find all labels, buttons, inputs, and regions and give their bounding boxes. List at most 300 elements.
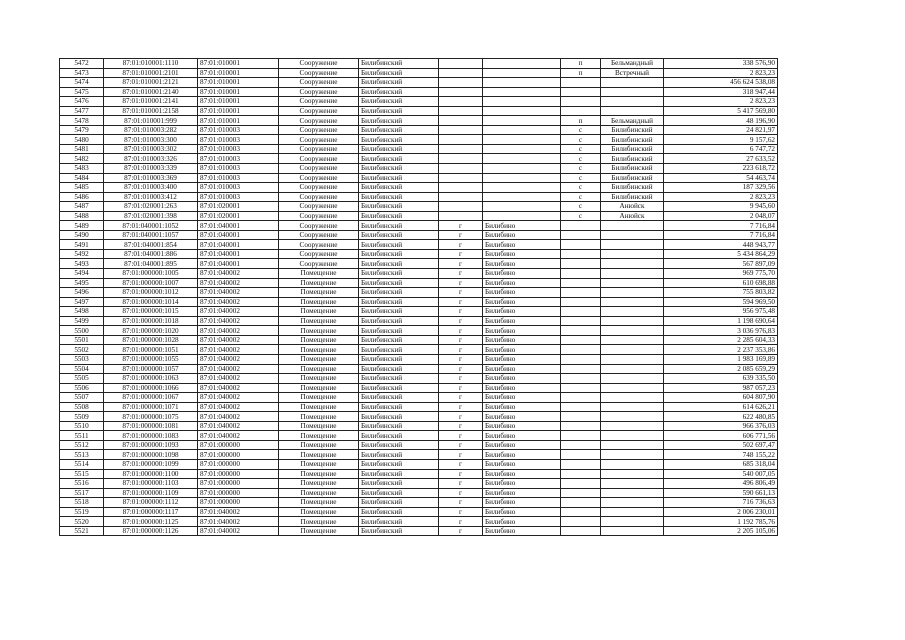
table-row <box>60 307 778 317</box>
cadastral-number-cell: 87:01:000000:1098 <box>104 450 198 460</box>
locality-name-cell: Билибинский <box>601 135 664 145</box>
district-cell: Билибинский <box>359 393 439 403</box>
settlement-name-cell: Билибино <box>483 402 561 412</box>
locality-name-cell: Билибинский <box>601 164 664 174</box>
object-type-cell: Помещение <box>279 412 359 422</box>
settlement-name-cell <box>483 59 561 69</box>
settlement-type-cell <box>439 59 483 69</box>
table-row <box>60 335 778 345</box>
cadastral-number-cell: 87:01:010003:412 <box>104 192 198 202</box>
object-type-cell: Сооружение <box>279 59 359 69</box>
locality-type-cell <box>561 364 601 374</box>
row-number-cell: 5514 <box>60 459 104 469</box>
settlement-name-cell <box>483 164 561 174</box>
district-cell: Билибинский <box>359 316 439 326</box>
locality-name-cell <box>601 450 664 460</box>
table-row <box>60 345 778 355</box>
cadastral-number-cell: 87:01:000000:1051 <box>104 345 198 355</box>
cadastral-value-cell: 2 048,07 <box>664 211 778 221</box>
cadastral-value-cell: 5 417 569,80 <box>664 106 778 116</box>
locality-type-cell <box>561 106 601 116</box>
district-cell: Билибинский <box>359 87 439 97</box>
row-number-cell: 5489 <box>60 221 104 231</box>
locality-name-cell <box>601 488 664 498</box>
cadastral-quarter-cell: 87:01:040002 <box>198 326 279 336</box>
cadastral-value-cell: 448 943,77 <box>664 240 778 250</box>
row-number-cell: 5484 <box>60 173 104 183</box>
table-row <box>60 431 778 441</box>
cadastral-number-cell: 87:01:020001:398 <box>104 211 198 221</box>
locality-name-cell <box>601 249 664 259</box>
cadastral-value-cell: 2 085 659,29 <box>664 364 778 374</box>
cadastral-value-cell: 987 057,23 <box>664 383 778 393</box>
district-cell: Билибинский <box>359 307 439 317</box>
object-type-cell: Сооружение <box>279 144 359 154</box>
cadastral-quarter-cell: 87:01:040002 <box>198 507 279 517</box>
locality-type-cell <box>561 479 601 489</box>
cadastral-value-cell: 604 807,90 <box>664 393 778 403</box>
table-row <box>60 59 778 69</box>
table-row <box>60 297 778 307</box>
locality-name-cell <box>601 526 664 536</box>
settlement-name-cell: Билибино <box>483 221 561 231</box>
cadastral-value-cell: 9 157,62 <box>664 135 778 145</box>
district-cell: Билибинский <box>359 183 439 193</box>
district-cell: Билибинский <box>359 144 439 154</box>
cadastral-quarter-cell: 87:01:040002 <box>198 421 279 431</box>
cadastral-value-cell: 2 823,23 <box>664 192 778 202</box>
locality-name-cell <box>601 374 664 384</box>
cadastral-quarter-cell: 87:01:040002 <box>198 297 279 307</box>
settlement-type-cell: г <box>439 230 483 240</box>
settlement-type-cell <box>439 211 483 221</box>
district-cell: Билибинский <box>359 59 439 69</box>
cadastral-value-cell: 748 155,22 <box>664 450 778 460</box>
locality-name-cell <box>601 288 664 298</box>
district-cell: Билибинский <box>359 345 439 355</box>
cadastral-number-cell: 87:01:000000:1117 <box>104 507 198 517</box>
locality-name-cell <box>601 383 664 393</box>
row-number-cell: 5476 <box>60 97 104 107</box>
table-row <box>60 278 778 288</box>
locality-type-cell <box>561 374 601 384</box>
object-type-cell: Помещение <box>279 278 359 288</box>
district-cell: Билибинский <box>359 421 439 431</box>
settlement-name-cell: Билибино <box>483 421 561 431</box>
cadastral-number-cell: 87:01:010001:2158 <box>104 106 198 116</box>
object-type-cell: Помещение <box>279 459 359 469</box>
locality-type-cell <box>561 526 601 536</box>
cadastral-quarter-cell: 87:01:040002 <box>198 316 279 326</box>
object-type-cell: Помещение <box>279 364 359 374</box>
cadastral-value-cell: 639 335,50 <box>664 374 778 384</box>
object-type-cell: Сооружение <box>279 68 359 78</box>
cadastral-value-cell: 2 205 105,06 <box>664 526 778 536</box>
settlement-type-cell: г <box>439 498 483 508</box>
cadastral-value-cell: 956 975,48 <box>664 307 778 317</box>
settlement-type-cell: г <box>439 364 483 374</box>
locality-type-cell <box>561 230 601 240</box>
settlement-type-cell <box>439 87 483 97</box>
locality-name-cell <box>601 87 664 97</box>
cadastral-quarter-cell: 87:01:040001 <box>198 221 279 231</box>
cadastral-quarter-cell: 87:01:010001 <box>198 78 279 88</box>
cadastral-value-cell: 622 480,85 <box>664 412 778 422</box>
cadastral-value-cell: 1 198 690,64 <box>664 316 778 326</box>
district-cell: Билибинский <box>359 450 439 460</box>
settlement-type-cell <box>439 97 483 107</box>
row-number-cell: 5498 <box>60 307 104 317</box>
locality-type-cell <box>561 335 601 345</box>
cadastral-number-cell: 87:01:010001:2101 <box>104 68 198 78</box>
locality-type-cell <box>561 87 601 97</box>
locality-type-cell: п <box>561 116 601 126</box>
settlement-type-cell: г <box>439 354 483 364</box>
settlement-name-cell: Билибино <box>483 431 561 441</box>
object-type-cell: Сооружение <box>279 230 359 240</box>
cadastral-value-cell: 966 376,03 <box>664 421 778 431</box>
table-row <box>60 479 778 489</box>
object-type-cell: Сооружение <box>279 202 359 212</box>
locality-type-cell <box>561 402 601 412</box>
cadastral-number-cell: 87:01:010001:2141 <box>104 97 198 107</box>
table-row <box>60 517 778 527</box>
settlement-name-cell: Билибино <box>483 450 561 460</box>
table-row <box>60 173 778 183</box>
cadastral-quarter-cell: 87:01:010001 <box>198 87 279 97</box>
object-type-cell: Помещение <box>279 469 359 479</box>
locality-name-cell <box>601 97 664 107</box>
settlement-name-cell: Билибино <box>483 517 561 527</box>
settlement-type-cell: г <box>439 507 483 517</box>
row-number-cell: 5513 <box>60 450 104 460</box>
object-type-cell: Помещение <box>279 498 359 508</box>
locality-type-cell <box>561 440 601 450</box>
settlement-name-cell: Билибино <box>483 469 561 479</box>
district-cell: Билибинский <box>359 297 439 307</box>
cadastral-quarter-cell: 87:01:040002 <box>198 278 279 288</box>
settlement-type-cell: г <box>439 479 483 489</box>
locality-type-cell <box>561 469 601 479</box>
row-number-cell: 5518 <box>60 498 104 508</box>
object-type-cell: Помещение <box>279 526 359 536</box>
locality-name-cell: Анюйск <box>601 202 664 212</box>
table-row <box>60 106 778 116</box>
row-number-cell: 5504 <box>60 364 104 374</box>
locality-type-cell <box>561 288 601 298</box>
cadastral-quarter-cell: 87:01:020001 <box>198 202 279 212</box>
cadastral-quarter-cell: 87:01:040002 <box>198 526 279 536</box>
district-cell: Билибинский <box>359 507 439 517</box>
settlement-name-cell: Билибино <box>483 526 561 536</box>
settlement-name-cell: Билибино <box>483 354 561 364</box>
settlement-name-cell <box>483 211 561 221</box>
locality-type-cell <box>561 326 601 336</box>
cadastral-number-cell: 87:01:000000:1099 <box>104 459 198 469</box>
cadastral-number-cell: 87:01:010003:302 <box>104 144 198 154</box>
cadastral-value-cell: 685 318,04 <box>664 459 778 469</box>
row-number-cell: 5479 <box>60 125 104 135</box>
locality-type-cell: с <box>561 173 601 183</box>
cadastral-quarter-cell: 87:01:040002 <box>198 364 279 374</box>
district-cell: Билибинский <box>359 230 439 240</box>
locality-type-cell <box>561 345 601 355</box>
table-row <box>60 97 778 107</box>
table-row <box>60 259 778 269</box>
cadastral-number-cell: 87:01:000000:1018 <box>104 316 198 326</box>
locality-name-cell <box>601 240 664 250</box>
object-type-cell: Помещение <box>279 393 359 403</box>
locality-name-cell <box>601 364 664 374</box>
table-row <box>60 393 778 403</box>
cadastral-quarter-cell: 87:01:000000 <box>198 469 279 479</box>
table-row <box>60 144 778 154</box>
locality-type-cell <box>561 78 601 88</box>
cadastral-number-cell: 87:01:040001:886 <box>104 249 198 259</box>
cadastral-quarter-cell: 87:01:010001 <box>198 59 279 69</box>
cadastral-quarter-cell: 87:01:040002 <box>198 412 279 422</box>
locality-type-cell <box>561 421 601 431</box>
cadastral-number-cell: 87:01:000000:1081 <box>104 421 198 431</box>
locality-type-cell <box>561 354 601 364</box>
table-row <box>60 364 778 374</box>
district-cell: Билибинский <box>359 192 439 202</box>
cadastral-quarter-cell: 87:01:040002 <box>198 354 279 364</box>
settlement-type-cell <box>439 106 483 116</box>
district-cell: Билибинский <box>359 364 439 374</box>
locality-name-cell: Билибинский <box>601 144 664 154</box>
cadastral-number-cell: 87:01:000000:1109 <box>104 488 198 498</box>
cadastral-quarter-cell: 87:01:010003 <box>198 135 279 145</box>
table-row <box>60 211 778 221</box>
cadastral-number-cell: 87:01:000000:1057 <box>104 364 198 374</box>
table-row <box>60 183 778 193</box>
locality-name-cell <box>601 345 664 355</box>
row-number-cell: 5505 <box>60 374 104 384</box>
row-number-cell: 5519 <box>60 507 104 517</box>
district-cell: Билибинский <box>359 97 439 107</box>
cadastral-number-cell: 87:01:000000:1093 <box>104 440 198 450</box>
settlement-name-cell: Билибино <box>483 345 561 355</box>
settlement-name-cell <box>483 68 561 78</box>
locality-name-cell: Билибинский <box>601 192 664 202</box>
settlement-name-cell <box>483 202 561 212</box>
settlement-type-cell <box>439 202 483 212</box>
locality-type-cell: п <box>561 59 601 69</box>
locality-name-cell <box>601 106 664 116</box>
locality-type-cell: с <box>561 192 601 202</box>
locality-name-cell <box>601 335 664 345</box>
settlement-type-cell: г <box>439 412 483 422</box>
object-type-cell: Сооружение <box>279 106 359 116</box>
cadastral-quarter-cell: 87:01:010003 <box>198 125 279 135</box>
object-type-cell: Помещение <box>279 345 359 355</box>
cadastral-quarter-cell: 87:01:040002 <box>198 431 279 441</box>
settlement-type-cell: г <box>439 450 483 460</box>
settlement-type-cell: г <box>439 374 483 384</box>
row-number-cell: 5482 <box>60 154 104 164</box>
district-cell: Билибинский <box>359 221 439 231</box>
cadastral-quarter-cell: 87:01:010003 <box>198 154 279 164</box>
cadastral-quarter-cell: 87:01:040002 <box>198 393 279 403</box>
cadastral-value-cell: 969 775,70 <box>664 269 778 279</box>
district-cell: Билибинский <box>359 326 439 336</box>
table-row <box>60 412 778 422</box>
cadastral-quarter-cell: 87:01:040001 <box>198 230 279 240</box>
settlement-name-cell: Билибино <box>483 249 561 259</box>
cadastral-number-cell: 87:01:000000:1055 <box>104 354 198 364</box>
cadastral-quarter-cell: 87:01:040001 <box>198 249 279 259</box>
locality-type-cell: с <box>561 202 601 212</box>
locality-name-cell: Бельмандный <box>601 116 664 126</box>
cadastral-value-cell: 54 463,74 <box>664 173 778 183</box>
row-number-cell: 5515 <box>60 469 104 479</box>
row-number-cell: 5510 <box>60 421 104 431</box>
cadastral-number-cell: 87:01:010003:369 <box>104 173 198 183</box>
row-number-cell: 5491 <box>60 240 104 250</box>
object-type-cell: Помещение <box>279 354 359 364</box>
row-number-cell: 5474 <box>60 78 104 88</box>
table-row <box>60 316 778 326</box>
locality-type-cell <box>561 393 601 403</box>
table-row <box>60 450 778 460</box>
locality-name-cell: Встречный <box>601 68 664 78</box>
locality-name-cell <box>601 498 664 508</box>
settlement-type-cell <box>439 154 483 164</box>
cadastral-quarter-cell: 87:01:040002 <box>198 269 279 279</box>
district-cell: Билибинский <box>359 278 439 288</box>
locality-name-cell <box>601 421 664 431</box>
object-type-cell: Сооружение <box>279 87 359 97</box>
object-type-cell: Помещение <box>279 431 359 441</box>
object-type-cell: Сооружение <box>279 249 359 259</box>
district-cell: Билибинский <box>359 498 439 508</box>
cadastral-value-cell: 1 192 785,76 <box>664 517 778 527</box>
table-row <box>60 288 778 298</box>
settlement-name-cell <box>483 87 561 97</box>
cadastral-value-cell: 2 285 604,33 <box>664 335 778 345</box>
object-type-cell: Сооружение <box>279 125 359 135</box>
object-type-cell: Помещение <box>279 316 359 326</box>
object-type-cell: Сооружение <box>279 154 359 164</box>
cadastral-number-cell: 87:01:000000:1005 <box>104 269 198 279</box>
settlement-name-cell: Билибино <box>483 278 561 288</box>
district-cell: Билибинский <box>359 116 439 126</box>
table-row <box>60 354 778 364</box>
object-type-cell: Помещение <box>279 297 359 307</box>
object-type-cell: Сооружение <box>279 211 359 221</box>
cadastral-quarter-cell: 87:01:040002 <box>198 307 279 317</box>
settlement-name-cell: Билибино <box>483 374 561 384</box>
cadastral-value-cell: 456 624 538,08 <box>664 78 778 88</box>
object-type-cell: Помещение <box>279 450 359 460</box>
table-row <box>60 507 778 517</box>
cadastral-number-cell: 87:01:010001:2140 <box>104 87 198 97</box>
cadastral-value-cell: 2 823,23 <box>664 97 778 107</box>
row-number-cell: 5521 <box>60 526 104 536</box>
row-number-cell: 5502 <box>60 345 104 355</box>
district-cell: Билибинский <box>359 173 439 183</box>
object-type-cell: Помещение <box>279 440 359 450</box>
settlement-name-cell: Билибино <box>483 335 561 345</box>
row-number-cell: 5506 <box>60 383 104 393</box>
locality-name-cell <box>601 278 664 288</box>
table-row <box>60 374 778 384</box>
settlement-type-cell: г <box>439 259 483 269</box>
locality-type-cell <box>561 498 601 508</box>
table-row <box>60 192 778 202</box>
cadastral-quarter-cell: 87:01:020001 <box>198 211 279 221</box>
cadastral-number-cell: 87:01:000000:1071 <box>104 402 198 412</box>
settlement-name-cell: Билибино <box>483 316 561 326</box>
cadastral-value-cell: 540 007,05 <box>664 469 778 479</box>
cadastral-value-cell: 2 006 230,01 <box>664 507 778 517</box>
cadastral-number-cell: 87:01:010001:999 <box>104 116 198 126</box>
settlement-name-cell <box>483 154 561 164</box>
locality-name-cell <box>601 297 664 307</box>
cadastral-quarter-cell: 87:01:040002 <box>198 517 279 527</box>
locality-type-cell: с <box>561 164 601 174</box>
cadastral-quarter-cell: 87:01:040002 <box>198 335 279 345</box>
settlement-type-cell <box>439 125 483 135</box>
settlement-name-cell <box>483 135 561 145</box>
row-number-cell: 5496 <box>60 288 104 298</box>
row-number-cell: 5472 <box>60 59 104 69</box>
locality-name-cell <box>601 431 664 441</box>
row-number-cell: 5492 <box>60 249 104 259</box>
row-number-cell: 5500 <box>60 326 104 336</box>
settlement-name-cell <box>483 116 561 126</box>
row-number-cell: 5499 <box>60 316 104 326</box>
settlement-name-cell: Билибино <box>483 488 561 498</box>
cadastral-number-cell: 87:01:000000:1015 <box>104 307 198 317</box>
settlement-type-cell: г <box>439 402 483 412</box>
locality-name-cell <box>601 354 664 364</box>
district-cell: Билибинский <box>359 125 439 135</box>
cadastral-quarter-cell: 87:01:000000 <box>198 488 279 498</box>
settlement-type-cell: г <box>439 307 483 317</box>
locality-type-cell <box>561 221 601 231</box>
locality-type-cell <box>561 297 601 307</box>
settlement-type-cell: г <box>439 326 483 336</box>
cadastral-number-cell: 87:01:010001:1110 <box>104 59 198 69</box>
district-cell: Билибинский <box>359 412 439 422</box>
row-number-cell: 5478 <box>60 116 104 126</box>
cadastral-number-cell: 87:01:010003:326 <box>104 154 198 164</box>
cadastral-quarter-cell: 87:01:010003 <box>198 173 279 183</box>
cadastral-quarter-cell: 87:01:040001 <box>198 240 279 250</box>
object-type-cell: Помещение <box>279 488 359 498</box>
locality-name-cell <box>601 459 664 469</box>
locality-name-cell <box>601 221 664 231</box>
settlement-name-cell: Билибино <box>483 393 561 403</box>
row-number-cell: 5509 <box>60 412 104 422</box>
settlement-type-cell: г <box>439 431 483 441</box>
cadastral-number-cell: 87:01:000000:1075 <box>104 412 198 422</box>
district-cell: Билибинский <box>359 68 439 78</box>
object-type-cell: Сооружение <box>279 97 359 107</box>
cadastral-number-cell: 87:01:000000:1125 <box>104 517 198 527</box>
settlement-type-cell: г <box>439 517 483 527</box>
cadastral-quarter-cell: 87:01:040001 <box>198 259 279 269</box>
district-cell: Билибинский <box>359 383 439 393</box>
cadastral-quarter-cell: 87:01:010003 <box>198 183 279 193</box>
locality-type-cell: с <box>561 125 601 135</box>
row-number-cell: 5495 <box>60 278 104 288</box>
settlement-type-cell: г <box>439 393 483 403</box>
cadastral-value-cell: 2 823,23 <box>664 68 778 78</box>
settlement-name-cell: Билибино <box>483 412 561 422</box>
